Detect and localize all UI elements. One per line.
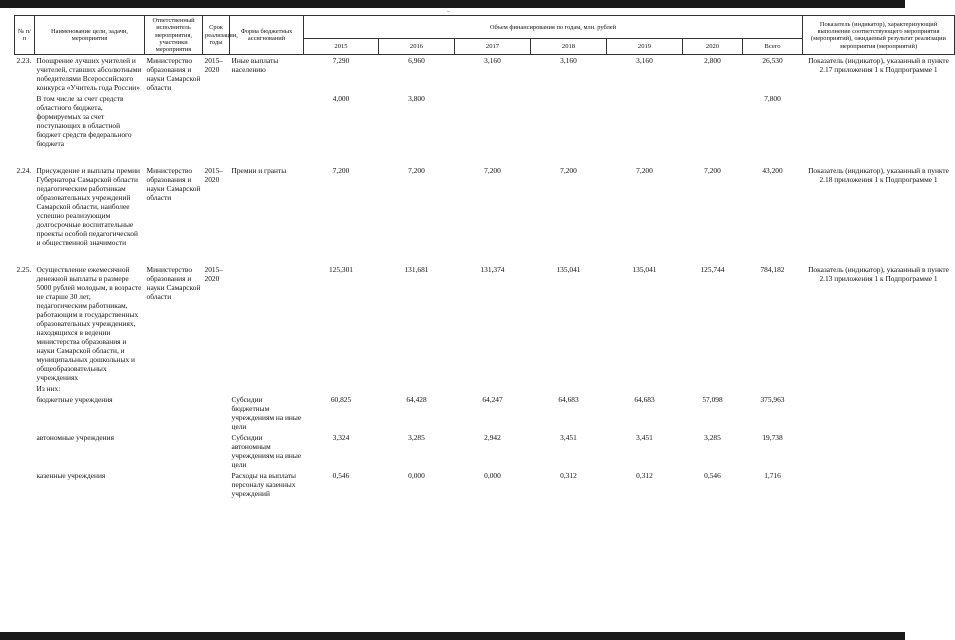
row-name: автономные учреждения [36,433,114,443]
value-cell: 3,451 [636,433,653,443]
row-term: 2015–2020 [204,166,223,185]
table-row [15,383,955,394]
header-num: № п/п [15,16,35,55]
row-name: казенные учреждения [36,471,106,481]
value-cell [607,93,683,149]
value-cell: 3,285 [704,433,721,443]
value-cell: 0,000 [484,471,501,481]
row-num: 2.24. [16,166,32,176]
table-row [15,165,955,248]
scan-speck: – [447,9,450,15]
value-cell: 2,800 [704,56,721,66]
row-term: 2015–2020 [204,56,223,75]
total-cell: 784,182 [760,265,785,275]
row-indicator: Показатель (индикатор), указанный в пункте 2.13 приложения 1 к Подпрограмме 1 [808,265,949,284]
row-executor: Министерство образования и науки Самарской области [146,265,201,302]
row-name: Из них: [36,384,61,394]
header-year: 2020 [683,39,743,55]
row-indicator: Показатель (индикатор), указанный в пункте 2.17 приложения 1 к Подпрограмме 1 [808,56,949,75]
value-cell: 3,451 [560,433,577,443]
financing-table [14,15,955,499]
value-cell: 135,041 [556,265,581,275]
table-row [15,264,955,383]
value-cell: 0,000 [408,471,425,481]
value-cell: 131,681 [404,265,429,275]
value-cell: 125,744 [700,265,725,275]
value-cell: 125,301 [328,265,354,275]
value-cell: 135,041 [632,265,657,275]
value-cell: 7,200 [408,166,425,176]
header-year: 2016 [379,39,455,55]
value-cell: 3,285 [408,433,425,443]
total-cell: 19,738 [762,433,783,443]
table-row [15,432,955,470]
value-cell: 3,160 [560,56,577,66]
value-cell: 0,312 [636,471,653,481]
row-form: Расходы на выплаты персоналу казенных учреждений [231,471,297,499]
table-row [15,394,955,432]
row-name: В том числе за счет средств областного бюджета, формируемых за счет поступающих в областной бюджет средств федерального бюджета [36,94,132,149]
row-name: Присуждение и выплаты премии Губернатора Самарской области педагогическим работникам образовательных учреждений Самарской области, наиболее успешно реализующим долгосрочные воспитательные проекты особой педагогической и общественной значимости [36,166,141,248]
value-cell: 0,546 [704,471,721,481]
row-num: 2.25. [16,265,32,275]
value-cell [455,93,531,149]
header-executor: Ответственный исполнитель мероприятия, участники мероприятия [145,16,203,55]
scan-bottom-border [0,632,905,640]
value-cell: 57,098 [702,395,723,405]
value-cell: 3,800 [408,94,425,104]
value-cell: 4,000 [332,94,350,104]
header-year: 2018 [531,39,607,55]
row-name: Осуществление ежемесячной денежной выплаты в размере 5000 рублей молодым, в возрасте не старше 30 лет, педагогическим работникам, работающим в государственных образовательных учреждениях, находящихся в ведении министерства образования и науки Самарской области, и муниципальных дошкольных и общеобразовательных учреждениях [36,265,142,383]
total-cell: 43,200 [762,166,783,176]
table-row [15,470,955,499]
value-cell: 131,374 [480,265,505,275]
row-name: Поощрение лучших учителей и учителей, ставших абсолютными победителями Всероссийского конкурса «Учитель года России» [36,56,142,93]
value-cell: 7,290 [332,56,350,66]
value-cell: 7,200 [560,166,577,176]
total-cell: 7,800 [764,94,781,104]
value-cell: 6,960 [408,56,425,66]
header-year: 2015 [304,39,379,55]
table-row [15,55,955,94]
header-total: Всего [743,39,803,55]
value-cell: 64,428 [406,395,427,405]
table-body [15,55,955,500]
value-cell: 0,546 [332,471,350,481]
row-name: бюджетные учреждения [36,395,113,405]
value-cell: 60,825 [330,395,352,405]
table-row [15,93,955,149]
row-executor: Министерство образования и науки Самарской области [146,166,201,203]
row-form [230,264,304,383]
row-form: Иные выплаты населению [231,56,279,75]
value-cell: 64,683 [558,395,579,405]
value-cell: 0,312 [560,471,577,481]
header-year: 2019 [607,39,683,55]
scan-top-border [0,0,905,8]
value-cell: 7,200 [704,166,721,176]
header-form: Форма бюджетных ассигнований [230,16,304,55]
row-executor: Министерство образования и науки Самарской области [146,56,201,93]
value-cell: 7,200 [332,166,350,176]
value-cell: 3,160 [484,56,501,66]
total-cell: 1,716 [764,471,781,481]
value-cell [531,93,607,149]
row-form: Субсидии автономным учреждениям на иные цели [231,433,302,470]
total-cell: 375,963 [760,395,785,405]
total-cell: 26,530 [762,56,783,66]
value-cell: 7,200 [636,166,653,176]
header-year: 2017 [455,39,531,55]
header-funding: Объем финансирования по годам, млн. рублей [304,16,803,39]
value-cell [683,93,743,149]
value-cell: 64,683 [634,395,655,405]
row-form: Субсидии бюджетным учреждениям на иные цели [231,395,302,432]
table-header [15,16,955,55]
row-term: 2015–2020 [204,265,223,284]
header-term: Срок реализации, годы [203,16,230,55]
value-cell: 7,200 [484,166,501,176]
value-cell: 64,247 [482,395,503,405]
value-cell: 3,324 [332,433,350,443]
value-cell: 3,160 [636,56,653,66]
row-indicator: Показатель (индикатор), указанный в пункте 2.18 приложения 1 к Подпрограмме 1 [808,166,949,185]
value-cell: 2,942 [484,433,501,443]
header-indicator: Показатель (индикатор), характеризующий выполнение соответствующего мероприятия (мероприятий), ожидаемый результат реализации мероприятия (мероприятий) [803,16,955,55]
row-form: Премии и гранты [231,166,287,176]
row-num: 2.23. [16,56,32,66]
header-name: Наименование цели, задачи, мероприятия [35,16,145,55]
